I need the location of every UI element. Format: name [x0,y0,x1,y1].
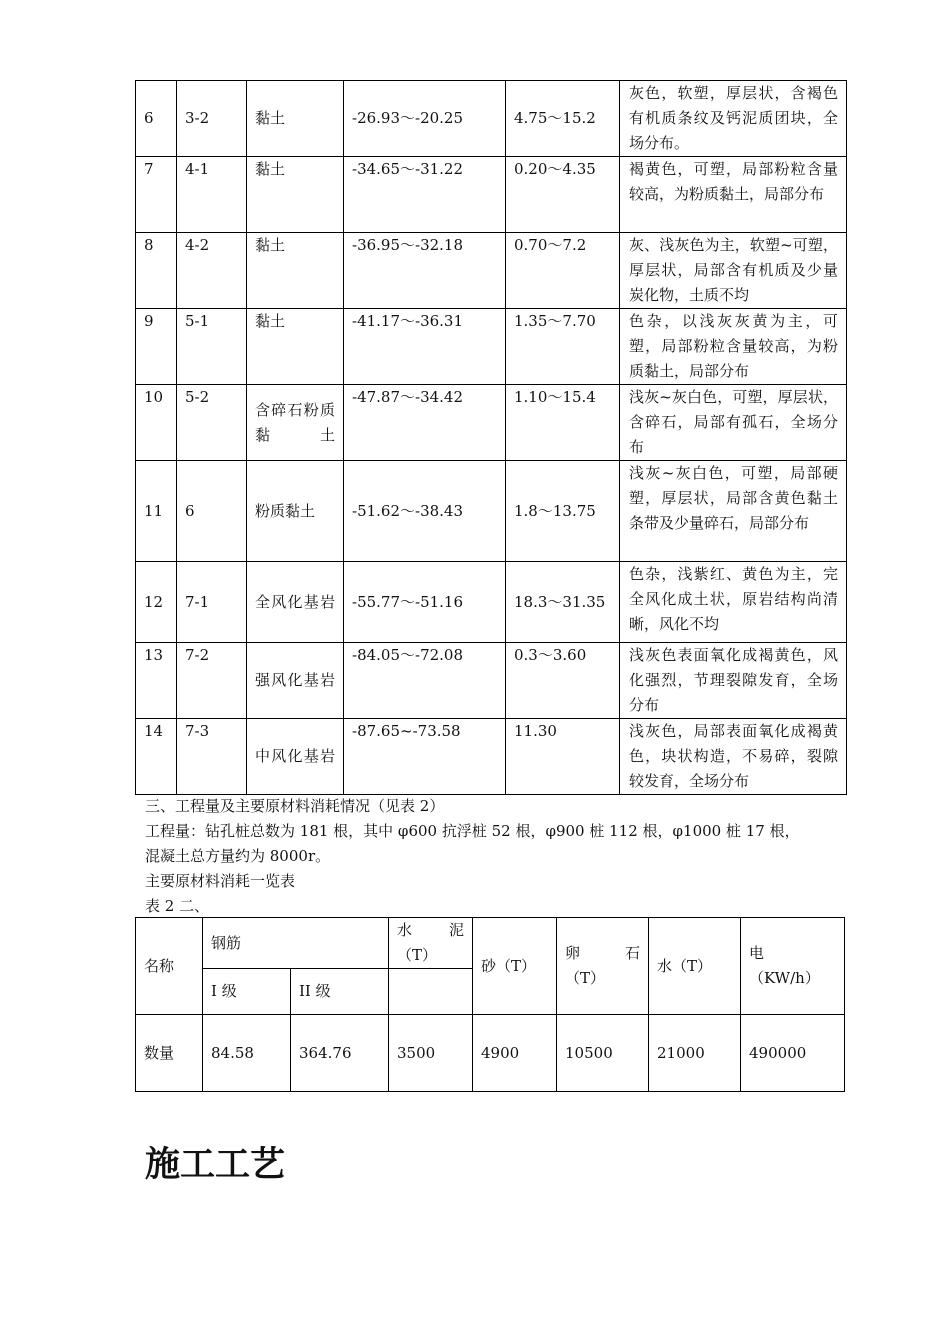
elevation-range: -34.65～-31.22 [344,157,506,233]
layer-code: 4-2 [177,233,247,309]
header-row [136,918,845,969]
layer-no: 6 [136,81,177,157]
table-row [136,157,847,233]
layer-no: 14 [136,719,177,795]
layer-code: 3-2 [177,81,247,157]
table-row [136,81,847,157]
quantity-label: 数量 [136,1015,203,1092]
soil-description: 色杂，浅紫红、黄色为主，完全风化成土状，原岩结构尚清晰，风化不均 [620,562,847,643]
soil-description: 褐黄色，可塑，局部粉粒含量较高，为粉质黏土，局部分布 [620,157,847,233]
cement-subheader-empty [389,969,473,1015]
water-value: 21000 [649,1015,741,1092]
soil-description: 灰色，软塑，厚层状，含褐色有机质条纹及钙泥质团块，全场分布。 [620,81,847,157]
soil-description: 灰、浅灰色为主，软塑~可塑，厚层状，局部含有机质及少量炭化物，土质不均 [620,233,847,309]
quantity-row [136,1015,845,1092]
table-row [136,461,847,562]
steel-header: 钢筋 [203,918,389,969]
elevation-range: -51.62～-38.43 [344,461,506,562]
thickness-range: 18.3～31.35 [506,562,620,643]
cement-header [389,918,473,969]
soil-name: 中风化基岩 [247,719,344,795]
gravel-value: 10500 [557,1015,649,1092]
table-row [136,643,847,719]
gravel-header [557,918,649,1015]
elevation-range: -84.05～-72.08 [344,643,506,719]
table-row [136,562,847,643]
layer-code: 7-2 [177,643,247,719]
table-row [136,719,847,795]
layer-no: 11 [136,461,177,562]
table-row [136,233,847,309]
cement-unit: （T） [397,946,438,964]
thickness-range: 0.70～7.2 [506,233,620,309]
layer-no: 12 [136,562,177,643]
quantity-line-2: 混凝土总方量约为 8000r。 [145,847,331,865]
layer-no: 13 [136,643,177,719]
elevation-range: -41.17～-36.31 [344,309,506,385]
power-header-label: 电 [749,944,765,962]
table-number: 表 2 二、 [145,897,210,915]
cement-header-b: 泥 [449,921,465,939]
soil-name: 强风化基岩 [247,643,344,719]
layer-no: 10 [136,385,177,461]
soil-name: 黏土 [247,81,344,157]
layer-code: 7-3 [177,719,247,795]
section-heading: 三、工程量及主要原材料消耗情况（见表 2） [145,797,445,815]
soil-description: 浅灰色，局部表面氧化成褐黄色，块状构造，不易碎，裂隙较发育，全场分布 [620,719,847,795]
elevation-range: -47.87～-34.42 [344,385,506,461]
layer-code: 5-1 [177,309,247,385]
gravel-header-a: 卵 [565,944,581,962]
elevation-range: -55.77～-51.16 [344,562,506,643]
table-caption: 主要原材料消耗一览表 [145,872,296,890]
power-header [741,918,845,1015]
soil-description: 浅灰~灰白色，可塑，厚层状，含碎石，局部有孤石，全场分布 [620,385,847,461]
layer-no: 9 [136,309,177,385]
steel-grade1-header: Ⅰ 级 [203,969,291,1015]
soil-description: 色杂，以浅灰灰黄为主，可塑，局部粉粒含量较高，为粉质黏土，局部分布 [620,309,847,385]
layer-code: 4-1 [177,157,247,233]
soil-layer-table [135,80,847,795]
soil-description: 浅灰色表面氧化成褐黄色，风化强烈，节理裂隙发育，全场分布 [620,643,847,719]
table-row [136,385,847,461]
material-consumption-table [135,917,845,1092]
quantity-line-1: 工程量：钻孔桩总数为 181 根，其中 φ600 抗浮桩 52 根，φ900 桩 112 根，φ1000 桩 17 根， [145,822,800,840]
thickness-range: 0.3～3.60 [506,643,620,719]
thickness-range: 11.30 [506,719,620,795]
section-title: 施工工艺 [145,1145,286,1185]
steel-grade1-value: 84.58 [203,1015,291,1092]
soil-name: 全风化基岩 [247,562,344,643]
soil-description: 浅灰~灰白色，可塑，局部硬塑，厚层状，局部含黄色黏土条带及少量碎石，局部分布 [620,461,847,562]
sand-header: 砂（T） [473,918,557,1015]
cement-header-a: 水 [397,921,413,939]
thickness-range: 1.10～15.4 [506,385,620,461]
layer-code: 5-2 [177,385,247,461]
layer-code: 6 [177,461,247,562]
thickness-range: 1.35～7.70 [506,309,620,385]
sand-value: 4900 [473,1015,557,1092]
soil-name: 黏土 [247,233,344,309]
soil-name: 粉质黏土 [247,461,344,562]
soil-name: 含碎石粉质黏土 [247,385,344,461]
soil-name: 黏土 [247,309,344,385]
thickness-range: 4.75～15.2 [506,81,620,157]
layer-no: 8 [136,233,177,309]
thickness-range: 1.8～13.75 [506,461,620,562]
gravel-unit: （T） [565,969,606,987]
power-unit: （KW/h） [749,969,820,987]
table-row [136,309,847,385]
elevation-range: -36.95～-32.18 [344,233,506,309]
gravel-header-b: 石 [625,944,641,962]
cement-value: 3500 [389,1015,473,1092]
soil-name: 黏土 [247,157,344,233]
power-value: 490000 [741,1015,845,1092]
steel-grade2-header: II 级 [291,969,389,1015]
elevation-range: -87.65~-73.58 [344,719,506,795]
water-header: 水（T） [649,918,741,1015]
elevation-range: -26.93～-20.25 [344,81,506,157]
name-header: 名称 [136,918,203,1015]
thickness-range: 0.20～4.35 [506,157,620,233]
layer-no: 7 [136,157,177,233]
layer-code: 7-1 [177,562,247,643]
steel-grade2-value: 364.76 [291,1015,389,1092]
